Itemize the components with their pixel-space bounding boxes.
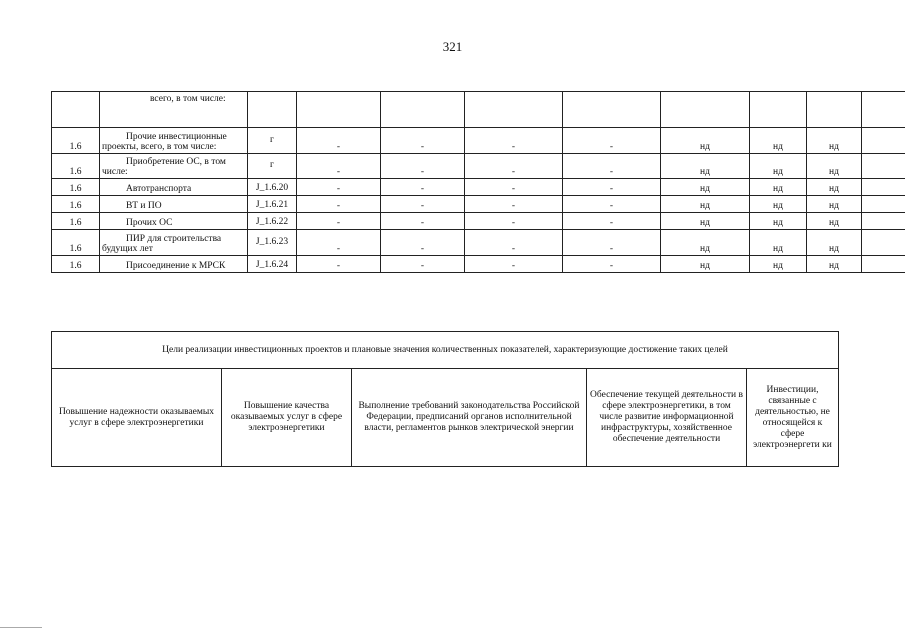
row-number-cell: 1.6 (52, 230, 100, 256)
value-cell: - (297, 179, 381, 196)
value-cell: - (563, 213, 661, 230)
row-name-cell: всего, в том числе: (100, 92, 248, 128)
value-cell: - (465, 154, 563, 179)
value-cell: нд (750, 213, 807, 230)
goal-column-current-activity: Обеспечение текущей деятельности в сфере электроэнергетики, в том числе развитие информационной инфраструктуры, хозяйственное обеспечение деятельности (587, 369, 747, 467)
value-cell: - (563, 154, 661, 179)
value-cell: - (381, 196, 465, 213)
row-code-cell: г (248, 128, 297, 154)
value-cell: - (381, 230, 465, 256)
investment-goals-table (51, 331, 839, 467)
table-row (52, 230, 905, 256)
value-cell: нд (661, 179, 750, 196)
value-cell: - (297, 128, 381, 154)
value-cell: нд (750, 256, 807, 273)
value-cell: - (381, 256, 465, 273)
row-code-cell: J_1.6.20 (248, 179, 297, 196)
table-row (52, 256, 905, 273)
value-cell: - (563, 179, 661, 196)
row-name-cell: Присоединение к МРСК (100, 256, 248, 273)
table-row (52, 92, 905, 128)
value-cell: - (381, 179, 465, 196)
table-row (52, 369, 839, 467)
row-name-cell: Прочие инвестиционные проекты, всего, в том числе: (100, 128, 248, 154)
table-row (52, 213, 905, 230)
goal-column-quality: Повышение качества оказываемых услуг в сфере электроэнергетики (222, 369, 352, 467)
value-cell: нд (661, 256, 750, 273)
investment-projects-table (51, 91, 905, 273)
table-row (52, 332, 839, 369)
row-name-cell: Прочих ОС (100, 213, 248, 230)
row-number-cell: 1.6 (52, 128, 100, 154)
goal-column-non-core-investments: Инвестиции, связанные с деятельностью, не относящейся к сфере электроэнергети ки (747, 369, 839, 467)
value-cell: - (297, 196, 381, 213)
row-name-cell: ВТ и ПО (100, 196, 248, 213)
value-cell: нд (807, 196, 862, 213)
value-cell: - (465, 196, 563, 213)
row-number-cell: 1.6 (52, 154, 100, 179)
value-cell: - (297, 213, 381, 230)
table-row (52, 196, 905, 213)
table-row (52, 179, 905, 196)
row-name-cell: ПИР для строительства будущих лет (100, 230, 248, 256)
value-cell: нд (661, 154, 750, 179)
row-code-cell: J_1.6.21 (248, 196, 297, 213)
value-cell: - (297, 256, 381, 273)
page-number: 321 (442, 39, 463, 54)
row-code-cell: J_1.6.24 (248, 256, 297, 273)
value-cell: нд (750, 230, 807, 256)
footer-rule (0, 627, 42, 628)
value-cell: - (381, 213, 465, 230)
value-cell: нд (807, 256, 862, 273)
row-number-cell (52, 92, 100, 128)
value-cell: - (297, 154, 381, 179)
goals-heading: Цели реализации инвестиционных проектов и плановые значения количественных показателей, характеризующие достижение таких целей (52, 332, 839, 369)
value-cell: нд (661, 196, 750, 213)
table-row (52, 128, 905, 154)
value-cell: - (563, 256, 661, 273)
value-cell: нд (750, 196, 807, 213)
row-name-cell: Приобретение ОС, в том числе: (100, 154, 248, 179)
value-cell: - (465, 213, 563, 230)
goal-column-reliability: Повышение надежности оказываемых услуг в сфере электроэнергетики (52, 369, 222, 467)
table-row (52, 154, 905, 179)
value-cell: нд (807, 154, 862, 179)
value-cell: нд (750, 154, 807, 179)
value-cell: нд (661, 230, 750, 256)
value-cell: нд (750, 128, 807, 154)
value-cell: - (465, 230, 563, 256)
value-cell: - (465, 256, 563, 273)
value-cell: - (465, 179, 563, 196)
row-code-cell: J_1.6.23 (248, 230, 297, 256)
value-cell: нд (750, 179, 807, 196)
row-name-cell: Автотранспорта (100, 179, 248, 196)
value-cell: - (563, 196, 661, 213)
row-number-cell: 1.6 (52, 256, 100, 273)
value-cell: нд (661, 128, 750, 154)
goal-column-legislation: Выполнение требований законодательства Российской Федерации, предписаний органов исполнительной власти, регламентов рынков электрической энергии (352, 369, 587, 467)
value-cell: нд (807, 128, 862, 154)
value-cell: - (465, 128, 563, 154)
value-cell: нд (807, 230, 862, 256)
value-cell: - (563, 128, 661, 154)
value-cell: - (297, 230, 381, 256)
row-number-cell: 1.6 (52, 213, 100, 230)
value-cell: нд (661, 213, 750, 230)
value-cell: - (563, 230, 661, 256)
value-cell: нд (807, 213, 862, 230)
row-number-cell: 1.6 (52, 196, 100, 213)
value-cell: нд (807, 179, 862, 196)
value-cell: - (381, 154, 465, 179)
row-number-cell: 1.6 (52, 179, 100, 196)
value-cell: - (381, 128, 465, 154)
row-code-cell: J_1.6.22 (248, 213, 297, 230)
row-code-cell: г (248, 154, 297, 179)
